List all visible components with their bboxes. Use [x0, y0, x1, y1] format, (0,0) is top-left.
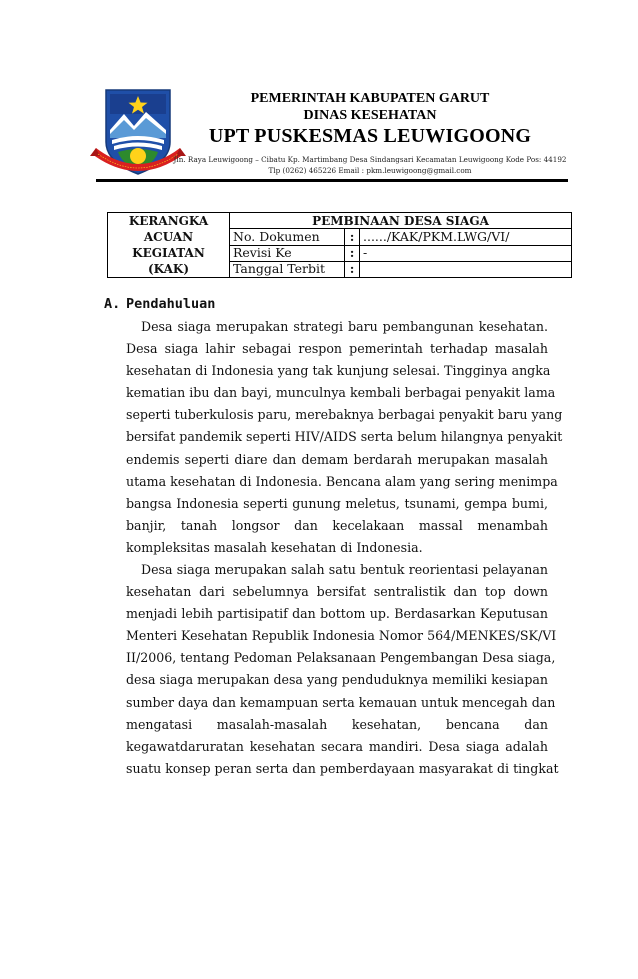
paragraph-line: bersifat pandemik seperti HIV/AIDS serta belum hilangnya penyakit [126, 429, 563, 445]
paragraph-line: banjir, tanah longsor dan kecelakaan massal menambah [126, 517, 548, 533]
paragraph-line: kompleksitas masalah kesehatan di Indonesia. [126, 539, 423, 555]
section-heading [104, 296, 215, 312]
paragraph-line: bangsa Indonesia seperti gunung meletus, tsunami, gempa bumi, [126, 495, 548, 511]
paragraph-line: seperti tuberkulosis paru, merebaknya berbagai penyakit baru yang [126, 407, 563, 423]
paragraph-line: endemis seperti diare dan demam berdarah merupakan masalah [126, 451, 548, 467]
section-letter: A. [104, 296, 121, 312]
doc-number-label: No. Dokumen [230, 229, 345, 245]
header-divider [96, 179, 568, 182]
paragraph-line: kegawatdaruratan kesehatan secara mandiri. Desa siaga adalah [126, 738, 548, 754]
paragraph-line: Desa siaga merupakan strategi baru pembangunan kesehatan. [141, 319, 548, 334]
paragraph-introduction-1 [126, 316, 563, 559]
header-department-line: DINAS KESEHATAN [303, 108, 437, 123]
revision-colon: : [345, 245, 360, 261]
paragraph-line: menjadi lebih partisipatif dan bottom up. Berdasarkan Keputusan [126, 606, 548, 622]
revision-value: - [360, 245, 572, 261]
header-contact: Tlp (0262) 465226 Email : pkm.leuwigoong@gmail.com [268, 166, 472, 175]
kak-title-line1: KERANGKA [128, 214, 209, 228]
kak-title-line2: ACUAN [143, 230, 194, 244]
paragraph-line: utama kesehatan di Indonesia. Bencana alam yang sering menimpa [126, 473, 558, 489]
paragraph-line: Menteri Kesehatan Republik Indonesia Nomor 564/MENKES/SK/VI [126, 628, 557, 644]
kak-heading: PEMBINAAN DESA SIAGA [230, 213, 572, 229]
issue-date-colon: : [345, 261, 360, 277]
kak-title-cell [108, 213, 230, 278]
issue-date-label: Tanggal Terbit [230, 261, 345, 277]
paragraph-line: kematian ibu dan bayi, munculnya kembali berbagai penyakit lama [126, 385, 556, 401]
doc-number-colon: : [345, 229, 360, 245]
paragraph-line: sumber daya dan kemampuan serta kemauan untuk mencegah dan [126, 694, 556, 710]
header-institution-name: UPT PUSKESMAS LEUWIGOONG [208, 125, 532, 147]
paragraph-line: II/2006, tentang Pedoman Pelaksanaan Pengembangan Desa siaga, [126, 650, 556, 666]
paragraph-introduction-2 [126, 559, 559, 780]
paragraph-line: mengatasi masalah-masalah kesehatan, bencana dan [126, 716, 548, 732]
paragraph-line: kesehatan di Indonesia yang tak kunjung selesai. Tingginya angka [126, 363, 551, 379]
document-control-table [107, 212, 572, 278]
revision-label: Revisi Ke [230, 245, 345, 261]
section-title: Pendahuluan [126, 296, 216, 312]
header-address: Jln. Raya Leuwigoong – Cibatu Kp. Martimbang Desa Sindangsari Kecamatan Leuwigoong Kode Pos: 44192 [173, 155, 567, 164]
issue-date-value [360, 261, 572, 277]
doc-number-value: ....../KAK/PKM.LWG/VI/ [360, 229, 572, 245]
header-government-line: PEMERINTAH KABUPATEN GARUT [250, 91, 490, 106]
kak-title-line3: KEGIATAN (KAK) [132, 246, 205, 276]
paragraph-line: kesehatan dari sebelumnya bersifat sentralistik dan top down [126, 584, 548, 600]
paragraph-line: Desa siaga merupakan salah satu bentuk reorientasi pelayanan [141, 562, 548, 577]
paragraph-line: suatu konsep peran serta dan pemberdayaan masyarakat di tingkat [126, 760, 559, 776]
paragraph-line: desa siaga merupakan desa yang penduduknya memiliki kesiapan [126, 672, 548, 688]
paragraph-line: Desa siaga lahir sebagai respon pemerintah terhadap masalah [126, 341, 548, 357]
